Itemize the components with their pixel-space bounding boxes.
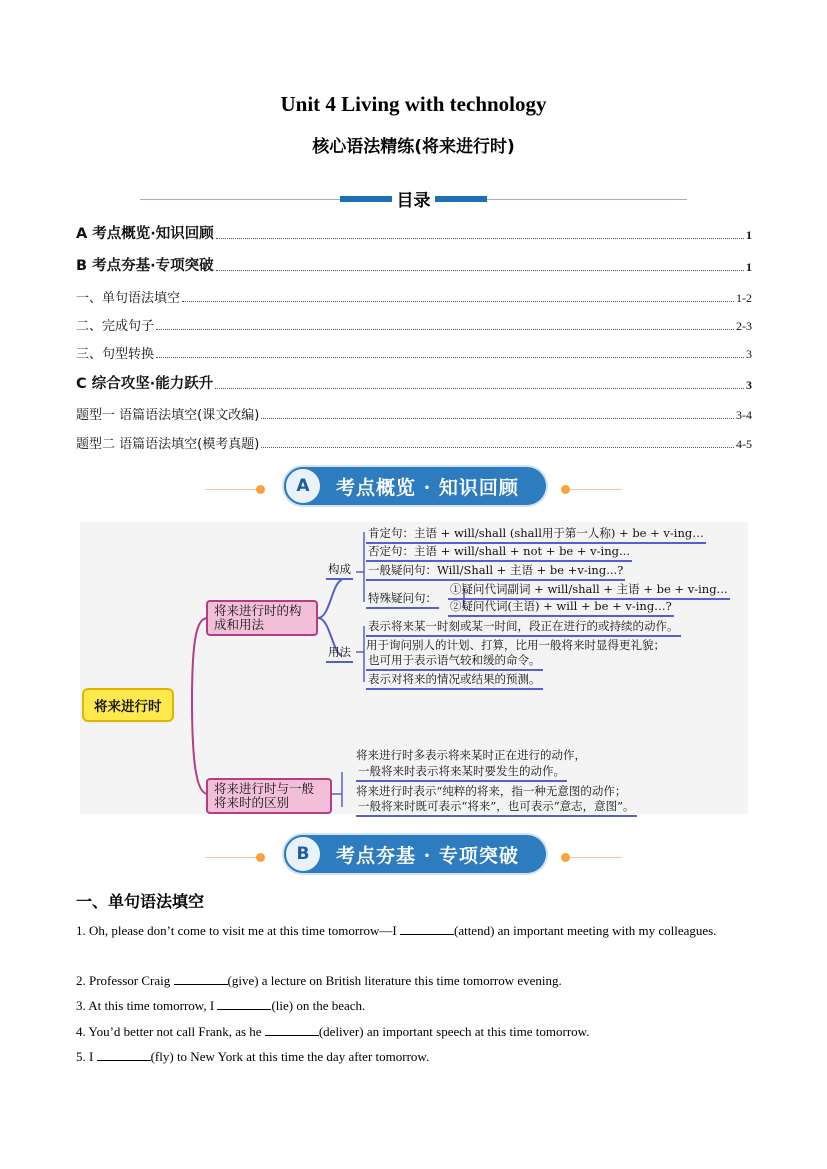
banner-b-letter: B — [284, 835, 322, 873]
banner-b-dot-left — [256, 853, 265, 862]
question-text: (give) a lecture on British literature this time tomorrow evening. — [227, 973, 562, 988]
mind-map-usage-2b: 也可用于表示语气较和缓的命令。 — [366, 652, 543, 671]
document-title: Unit 4 Living with technology — [280, 92, 547, 116]
question-text: 2. Professor Craig — [76, 973, 174, 988]
banner-b-line-right — [570, 857, 622, 858]
mind-map-branch-difference: 将来进行时与一般将来时的区别 — [206, 778, 332, 814]
toc-item[interactable] — [76, 404, 752, 423]
toc-item-label: C 综合攻坚·能力跃升 — [76, 376, 214, 392]
question-item — [76, 1044, 752, 1069]
mind-map — [80, 522, 748, 814]
banner-a-line-right — [570, 489, 622, 490]
mind-map-diff-1a: 将来进行时多表示将来某时正在进行的动作， — [356, 748, 586, 762]
mind-map-usage-label: 用法 — [326, 644, 353, 663]
mind-map-diff-1b: 一般将来时表示将来某时要发生的动作。 — [356, 763, 567, 782]
toc-item-page: 3 — [746, 347, 752, 361]
toc-item-page: 2-3 — [736, 319, 752, 333]
banner-a-dot-left — [256, 485, 265, 494]
question-text: 4. You’d better not call Frank, as he — [76, 1024, 265, 1039]
question-text: 5. I — [76, 1049, 97, 1064]
toc-item-page: 1-2 — [736, 291, 752, 305]
toc-item-label: B 考点夯基·专项突破 — [76, 258, 214, 274]
banner-b-text: 考点夯基 · 专项突破 — [336, 844, 519, 867]
mind-map-usage-3: 表示对将来的情况或结果的预测。 — [366, 671, 543, 690]
mind-map-negative: 否定句：主语 + will/shall + not + be + v-ing... — [366, 543, 632, 562]
mind-map-affirmative: 肯定句：主语 + will/shall (shall用于第一人称) + be + v-ing… — [366, 525, 706, 544]
question-text: (lie) on the beach. — [271, 998, 366, 1013]
banner-a-letter: A — [284, 467, 322, 505]
toc-item-page: 4-5 — [736, 437, 752, 451]
mind-map-diff-2a: 将来进行时表示“纯粹的将来，指一种无意图的动作； — [356, 784, 627, 798]
toc-heading: 目录 — [396, 191, 431, 211]
mind-map-special-label: 特殊疑问句： — [366, 590, 439, 609]
banner-a-text: 考点概览 · 知识回顾 — [336, 476, 519, 499]
banner-b-dot-right — [561, 853, 570, 862]
toc-item-label: 题型二 语篇语法填空(模考真题) — [76, 437, 260, 452]
question-text: (fly) to New York at this time the day after tomorrow. — [150, 1049, 430, 1064]
question-item — [76, 968, 752, 993]
toc-item[interactable] — [76, 254, 752, 275]
question-text: (attend) an important meeting with my colleagues. — [453, 923, 717, 938]
question-text: 3. At this time tomorrow, I — [76, 998, 218, 1013]
toc-item-page: 1 — [746, 260, 752, 274]
question-text: 1. Oh, please don’t come to visit me at this time tomorrow—I — [76, 923, 400, 938]
answer-blank[interactable] — [265, 1023, 319, 1036]
mind-map-yesno: 一般疑问句：Will/Shall + 主语 + be +v-ing...? — [366, 562, 625, 581]
question-item — [76, 918, 752, 943]
document-subtitle: 核心语法精练(将来进行时) — [312, 137, 515, 157]
answer-blank[interactable] — [174, 972, 228, 985]
mind-map-branch-structure: 将来进行时的构成和用法 — [206, 600, 318, 636]
toc-item[interactable] — [76, 287, 752, 306]
mind-map-diff-2b: 一般将来时既可表示“将来”，也可表示”意志，意图”。 — [356, 798, 637, 817]
toc-item[interactable] — [76, 315, 752, 334]
banner-a-line-left — [205, 489, 257, 490]
toc-item-page: 1 — [746, 228, 752, 242]
mind-map-usage-1: 表示将来某一时刻或某一时间，段正在进行的或持续的动作。 — [366, 618, 681, 637]
answer-blank[interactable] — [97, 1048, 151, 1061]
toc-item[interactable] — [76, 222, 752, 243]
toc-item-page: 3-4 — [736, 408, 752, 422]
mind-map-root: 将来进行时 — [82, 688, 174, 722]
banner-a — [284, 467, 546, 505]
toc-item-label: 一、单句语法填空 — [76, 291, 181, 306]
toc-item-label: 二、完成句子 — [76, 319, 155, 334]
toc-item-label: 题型一 语篇语法填空(课文改编) — [76, 408, 260, 423]
mind-map-usage-2a: 用于询问别人的计划、打算，比用一般将来时显得更礼貌； — [366, 638, 665, 652]
question-item — [76, 993, 752, 1018]
question-item — [76, 1019, 752, 1044]
banner-a-dot-right — [561, 485, 570, 494]
banner-b-line-left — [205, 857, 257, 858]
toc-item-label: A 考点概览·知识回顾 — [76, 226, 214, 242]
answer-blank[interactable] — [400, 922, 454, 935]
mind-map-special-2: ②疑问代词(主语) + will + be + v-ing…? — [448, 598, 674, 617]
toc-item-page: 3 — [746, 378, 752, 392]
mind-map-structure-label: 构成 — [326, 561, 353, 580]
toc-item[interactable] — [76, 343, 752, 362]
answer-blank[interactable] — [217, 997, 271, 1010]
toc-item[interactable] — [76, 372, 752, 393]
mind-map-special-1: ①疑问代词副词 + will/shall + 主语 + be + v-ing... — [448, 581, 730, 600]
section-title: 一、单句语法填空 — [76, 892, 205, 911]
question-text: (deliver) an important speech at this time tomorrow. — [318, 1024, 590, 1039]
toc-item[interactable] — [76, 433, 752, 452]
banner-b — [284, 835, 546, 873]
toc-item-label: 三、句型转换 — [76, 347, 155, 362]
